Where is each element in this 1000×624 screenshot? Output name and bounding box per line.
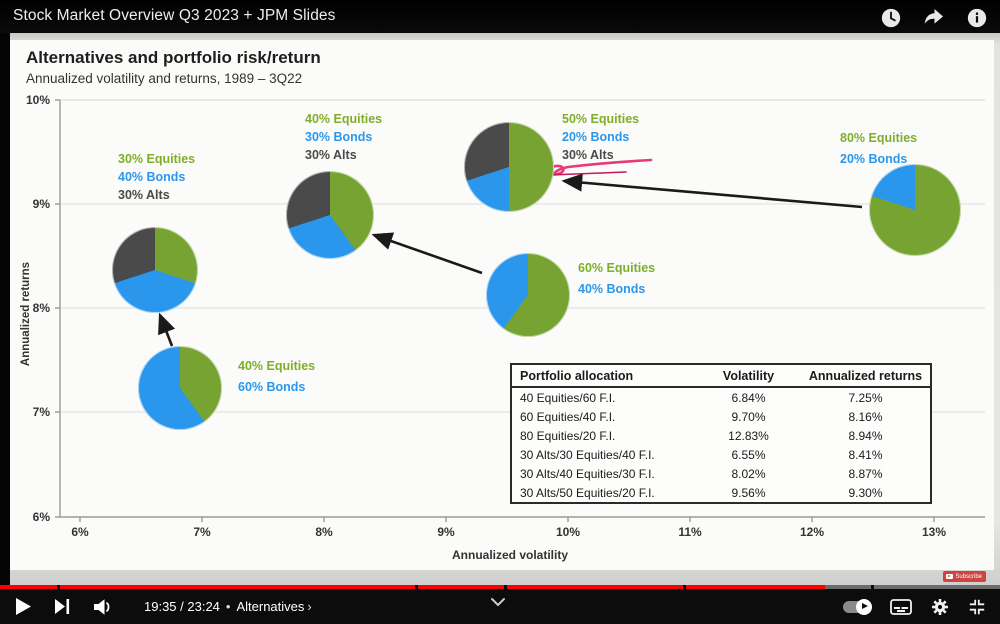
video-frame bbox=[0, 33, 1000, 585]
share-icon[interactable] bbox=[922, 7, 946, 29]
header-annualized-returns: Annualized returns bbox=[801, 364, 931, 387]
next-button[interactable] bbox=[55, 599, 70, 614]
slide-title: Alternatives and portfolio risk/return bbox=[26, 48, 321, 67]
pie-label-40eq-60bonds: 40% Equities 60% Bonds bbox=[238, 359, 316, 394]
volume-icon[interactable] bbox=[94, 599, 114, 615]
subscribe-watermark-label: Subscribe bbox=[955, 573, 982, 580]
youtube-logo-icon bbox=[946, 574, 953, 579]
time-separator: • bbox=[225, 599, 231, 614]
pie-60eq-40bonds bbox=[486, 253, 570, 337]
y-tick: 8% bbox=[32, 301, 50, 315]
y-tick: 10% bbox=[25, 93, 50, 107]
subscribe-watermark[interactable] bbox=[943, 571, 986, 582]
pie-30alts-30eq-40fi bbox=[112, 227, 198, 313]
x-tick: 8% bbox=[315, 525, 333, 539]
pie-label-30alts-40eq-30fi: 40% Equities 30% Bonds 30% Alts bbox=[305, 112, 383, 162]
pie-label-80eq-20bonds: 80% Equities 20% Bonds bbox=[840, 131, 918, 166]
pie-label-30alts-50eq-20fi: 50% Equities 20% Bonds 30% Alts bbox=[562, 112, 640, 162]
table-row: 30 Alts/30 Equities/40 F.I. 6.55% 8.41% bbox=[520, 447, 883, 462]
autoplay-knob-icon bbox=[856, 599, 872, 615]
table-header-row bbox=[511, 364, 931, 387]
pie-30alts-40eq-30fi bbox=[286, 171, 374, 259]
play-button[interactable] bbox=[16, 598, 31, 615]
pie-label-60eq-40bonds: 60% Equities 40% Bonds bbox=[578, 261, 656, 296]
video-title: Stock Market Overview Q3 2023 + JPM Slides bbox=[13, 7, 336, 24]
table-row: 30 Alts/40 Equities/30 F.I. 8.02% 8.87% bbox=[520, 466, 883, 481]
table-row: 30 Alts/50 Equities/20 F.I. 9.56% 9.30% bbox=[520, 485, 883, 500]
portfolio-allocation-table bbox=[510, 363, 932, 504]
pie-80eq-20bonds bbox=[869, 164, 961, 256]
letterbox-strip bbox=[0, 33, 10, 585]
x-tick: 9% bbox=[437, 525, 455, 539]
subtitles-icon[interactable] bbox=[890, 599, 912, 615]
y-axis-label: Annualized returns bbox=[20, 261, 32, 367]
x-tick: 7% bbox=[193, 525, 211, 539]
table-row: 40 Equities/60 F.I. 6.84% 7.25% bbox=[520, 390, 883, 405]
time-display bbox=[144, 599, 312, 614]
pie-30alts-50eq-20fi bbox=[464, 122, 554, 212]
y-tick: 7% bbox=[32, 405, 50, 419]
header-portfolio-allocation: Portfolio allocation bbox=[511, 364, 696, 387]
chapter-link[interactable] bbox=[236, 599, 311, 614]
header-volatility: Volatility bbox=[696, 364, 801, 387]
x-tick: 11% bbox=[678, 525, 702, 539]
table-row: 80 Equities/20 F.I. 12.83% 8.94% bbox=[520, 428, 883, 443]
exit-fullscreen-icon[interactable] bbox=[968, 598, 986, 616]
settings-gear-icon[interactable] bbox=[931, 598, 949, 616]
autoplay-toggle[interactable] bbox=[843, 601, 871, 613]
video-top-bar bbox=[0, 0, 1000, 33]
slide-subtitle: Annualized volatility and returns, 1989 – 3Q22 bbox=[26, 71, 303, 86]
y-tick: 6% bbox=[32, 510, 50, 524]
pie-label-30alts-30eq-40fi: 30% Equities 40% Bonds 30% Alts bbox=[118, 152, 196, 202]
pie-40eq-60bonds bbox=[138, 346, 222, 430]
x-tick: 13% bbox=[921, 525, 947, 539]
y-tick: 9% bbox=[32, 197, 50, 211]
chapter-name: Alternatives bbox=[236, 599, 305, 614]
x-axis-label: Annualized volatility bbox=[452, 548, 569, 562]
chevron-down-icon[interactable] bbox=[490, 597, 506, 607]
watch-later-icon[interactable] bbox=[880, 7, 902, 29]
chapter-chevron-icon: › bbox=[307, 599, 312, 614]
x-tick: 12% bbox=[799, 525, 825, 539]
table-row: 60 Equities/40 F.I. 9.70% 8.16% bbox=[520, 409, 883, 424]
slide bbox=[10, 40, 994, 570]
player-control-bar bbox=[0, 585, 1000, 624]
x-tick: 10% bbox=[555, 525, 581, 539]
x-tick: 6% bbox=[71, 525, 89, 539]
info-icon[interactable] bbox=[966, 7, 988, 29]
time-current-duration: 19:35 / 23:24 bbox=[144, 599, 220, 614]
